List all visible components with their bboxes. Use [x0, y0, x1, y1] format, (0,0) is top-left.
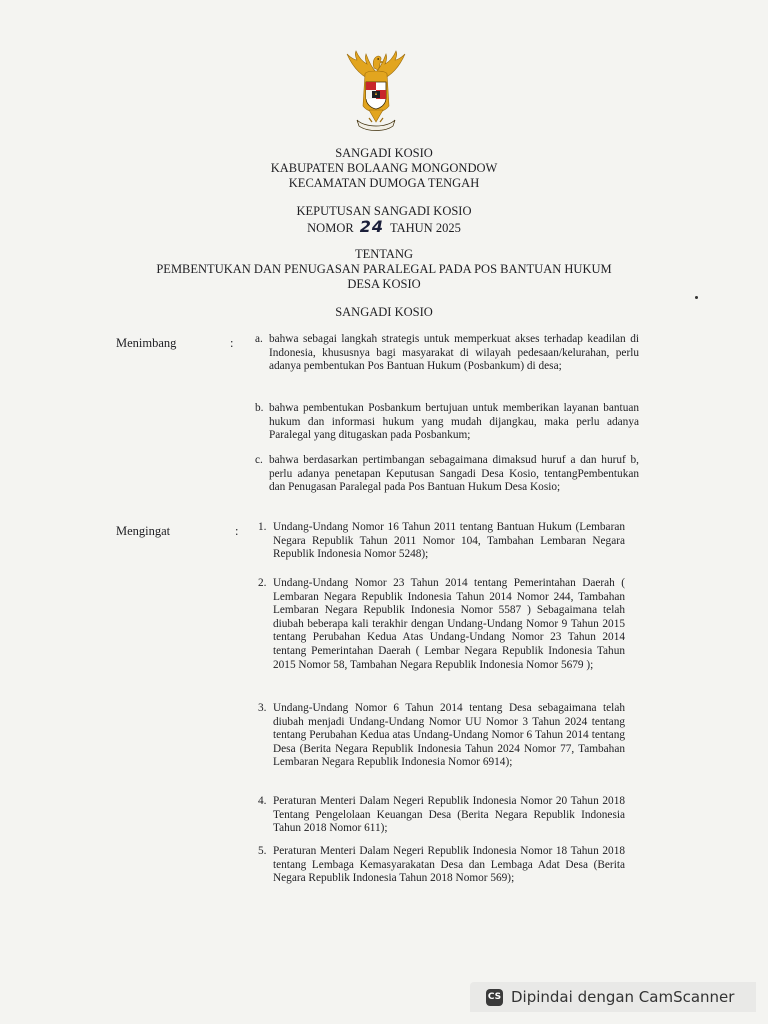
mengingat-item-1: Undang-Undang Nomor 16 Tahun 2011 tentang Bantuan Hukum (Lembaran Negara Republik Tahun 2011 Nomor 104, Tambahan Lembaran Negara Republik Indonesia Nomor 5248); [273, 521, 625, 561]
mengingat-marker-1: 1. [258, 521, 267, 533]
menimbang-item-a: bahwa sebagai langkah strategis untuk memperkuat akses terhadap keadilan di Indonesia, khususnya bagi masyarakat di wilayah pedesaan/kelurahan, perlu adanya pembentukan Pos Bantuan Hukum (Posbankum) di desa; [269, 333, 639, 373]
document-header [0, 146, 768, 191]
tahun-label: TAHUN 2025 [389, 221, 461, 235]
mengingat-label: Mengingat [116, 524, 171, 538]
issuer-title: SANGADI KOSIO [335, 305, 433, 319]
garuda-emblem-icon [343, 48, 409, 136]
mengingat-item-4: Peraturan Menteri Dalam Negeri Republik Indonesia Nomor 20 Tahun 2018 Tentang Pengelolaan Keuangan Desa (Berita Negara Republik Indonesia Tahun 2018 Nomor 611); [273, 795, 625, 835]
mengingat-marker-5: 5. [258, 845, 267, 857]
menimbang-marker-a: a. [255, 333, 263, 345]
mengingat-marker-2: 2. [258, 577, 267, 589]
menimbang-marker-c: c. [255, 454, 263, 466]
subject-heading [0, 247, 768, 292]
menimbang-marker-b: b. [255, 402, 264, 414]
camscanner-label: Dipindai dengan CamScanner [511, 988, 735, 1006]
mengingat-marker-3: 3. [258, 702, 267, 714]
nomor-value: 24 [359, 217, 384, 236]
mengingat-colon: : [235, 524, 239, 538]
mengingat-item-5: Peraturan Menteri Dalam Negeri Republik Indonesia Nomor 18 Tahun 2018 tentang Lembaga Kemasyarakatan Desa dan Lembaga Adat Desa (Berita Negara Republik Indonesia Tahun 2018 Nomor 569); [273, 845, 625, 885]
menimbang-label: Menimbang [116, 336, 177, 350]
menimbang-item-c: bahwa berdasarkan pertimbangan sebagaimana dimaksud huruf a dan huruf b, perlu adanya penetapan Keputusan Sangadi Desa Kosio, tentangPembentukan dan Penugasan Paralegal pada Pos Bantuan Hukum Desa Kosio; [269, 454, 639, 494]
tentang-label: TENTANG [354, 247, 413, 261]
mengingat-item-3: Undang-Undang Nomor 6 Tahun 2014 tentang Desa sebagaimana telah diubah menjadi Undang-Undang Nomor UU Nomor 3 Tahun 2024 tentang tentang Perubahan Kedua atas Undang-Undang Nomor 6 Tahun 2014 tentang Desa (Berita Negara Republik Indonesia Tahun 2024 Nomor 77, Tambahan Lembaran Negara Republik Indonesia Nomor 6914); [273, 702, 625, 769]
decree-heading [0, 204, 768, 236]
scan-speck [695, 296, 698, 299]
menimbang-item-b: bahwa pembentukan Posbankum bertujuan untuk memberikan layanan bantuan hukum dan informasi hukum yang mudah dijangkau, maka perlu adanya Paralegal yang ditugaskan pada Posbankum; [269, 402, 639, 442]
menimbang-colon: : [230, 336, 234, 350]
issuer-heading [0, 305, 768, 320]
district-title: KECAMATAN DUMOGA TENGAH [288, 176, 480, 190]
village-title: SANGADI KOSIO [335, 146, 433, 160]
camscanner-icon: CS [486, 989, 503, 1006]
mengingat-marker-4: 4. [258, 795, 267, 807]
mengingat-item-2: Undang-Undang Nomor 23 Tahun 2014 tentang Pemerintahan Daerah ( Lembaran Negara Republik Indonesia Tahun 2014 Nomor 244, Tambahan Lembaran Negara Republik Indonesia Nomor 5587 ) Sebagaimana telah diubah beberapa kali terakhir dengan Undang-Undang Nomor 9 Tahun 2015 tentang Perubahan Kedua Atas Undang-Undang Nomor 23 Tahun 2014 tentang Pemerintahan Daerah ( Lembar Negara Republik Indonesia Tahun 2015 Nomor 58, Tambahan Negara Republik Indonesia Nomor 5679 ); [273, 577, 625, 671]
subject-line-1: PEMBENTUKAN DAN PENUGASAN PARALEGAL PADA POS BANTUAN HUKUM [156, 262, 612, 276]
regency-title: KABUPATEN BOLAANG MONGONDOW [270, 161, 498, 175]
subject-line-2: DESA KOSIO [347, 277, 421, 291]
decree-number-line [0, 219, 768, 236]
camscanner-watermark [470, 982, 756, 1012]
decree-title: KEPUTUSAN SANGADI KOSIO [296, 204, 472, 218]
nomor-label: NOMOR [307, 221, 354, 235]
